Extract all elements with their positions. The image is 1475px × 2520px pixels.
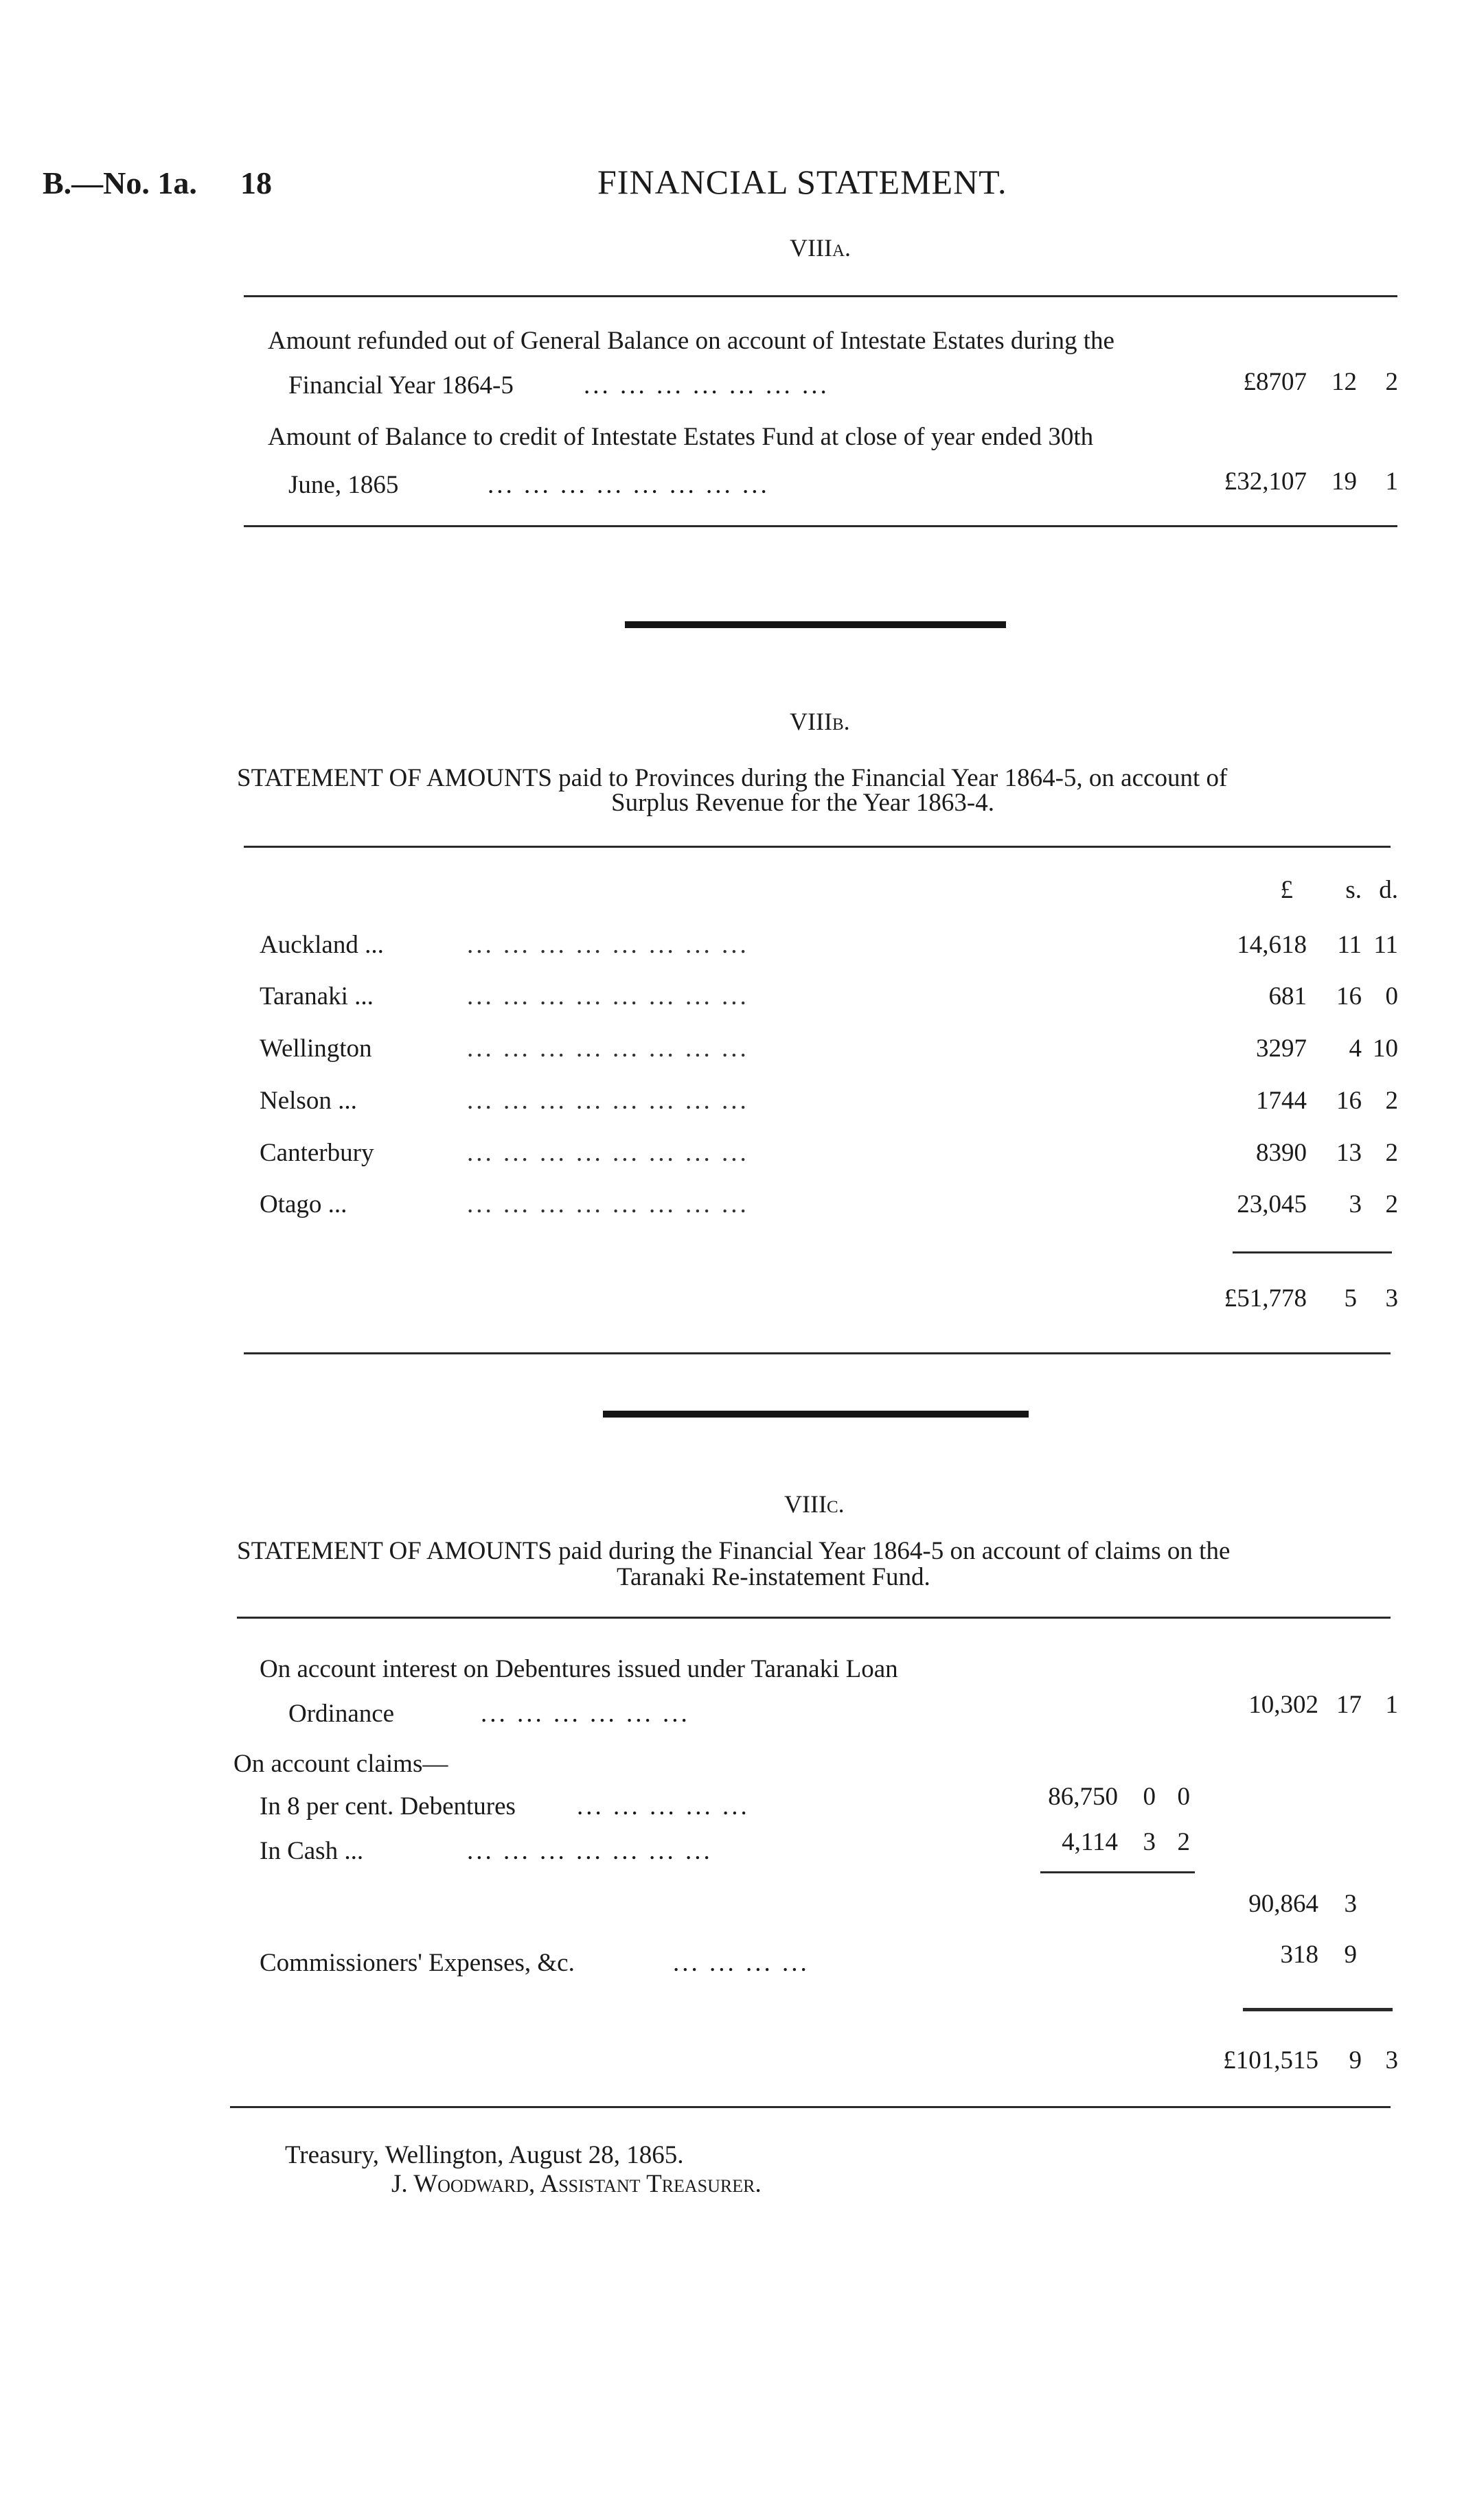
province-row <box>0 1034 1475 1075</box>
section-b-statement-line2: Surplus Revenue for the Year 1863-4. <box>611 789 994 817</box>
province-name: Otago ... <box>260 1190 347 1218</box>
province-pounds: 14,618 <box>1237 931 1307 959</box>
section-a-item1-shillings: 12 <box>1331 368 1357 396</box>
province-pounds: 8390 <box>1256 1139 1307 1167</box>
interest-dots: ... ... ... ... ... ... <box>481 1700 690 1728</box>
province-name: Taranaki ... <box>260 982 374 1010</box>
section-b-heading: VIIIb. <box>790 708 850 735</box>
section-b-statement-line1: STATEMENT OF AMOUNTS paid to Provinces during the Financial Year 1864-5, on account of <box>237 764 1228 792</box>
province-name: Nelson ... <box>260 1087 357 1115</box>
province-name: Canterbury <box>260 1139 374 1167</box>
province-pounds: 681 <box>1268 982 1307 1010</box>
section-divider-2 <box>603 1411 1029 1418</box>
leader-dots: ... ... ... ... ... ... ... ... <box>467 982 749 1010</box>
province-shillings: 3 <box>1349 1190 1362 1218</box>
column-pence-header: d. <box>1379 876 1398 904</box>
province-row <box>0 1086 1475 1127</box>
province-shillings: 13 <box>1336 1139 1362 1167</box>
document-reference: B.—No. 1a. <box>43 165 197 200</box>
section-a-item2-pence: 1 <box>1385 467 1398 496</box>
signature-line: J. Woodward, Assistant Treasurer. <box>391 2170 762 2198</box>
page-title: FINANCIAL STATEMENT. <box>597 163 1007 201</box>
province-shillings: 16 <box>1336 1087 1362 1115</box>
commissioners-shillings: 9 <box>1344 1941 1357 1969</box>
claims-subtotal-shillings: 3 <box>1344 1890 1357 1918</box>
interest-line2: Ordinance <box>288 1700 395 1728</box>
province-row <box>0 982 1475 1023</box>
section-b-total-shillings: 5 <box>1344 1284 1357 1313</box>
section-a-item2-dots: ... ... ... ... ... ... ... ... <box>488 471 770 499</box>
section-b-total-rule <box>1233 1251 1392 1253</box>
cash-shillings: 3 <box>1143 1828 1156 1856</box>
section-c-total-pounds: £101,515 <box>1223 2046 1318 2074</box>
claims-subtotal-rule <box>1040 1871 1195 1873</box>
section-b-top-rule <box>244 846 1391 848</box>
debentures-shillings: 0 <box>1143 1783 1156 1811</box>
column-pounds-header: £ <box>1280 876 1293 904</box>
cash-label: In Cash ... <box>260 1837 364 1865</box>
province-row <box>0 1138 1475 1179</box>
province-shillings: 16 <box>1336 982 1362 1010</box>
cash-pounds: 4,114 <box>1062 1828 1118 1856</box>
column-shillings-header: s. <box>1345 876 1362 904</box>
interest-pounds: 10,302 <box>1248 1691 1318 1719</box>
province-pence: 0 <box>1385 982 1398 1010</box>
leader-dots: ... ... ... ... ... ... ... ... <box>467 931 749 959</box>
section-c-top-rule <box>237 1617 1391 1619</box>
province-row <box>0 1190 1475 1231</box>
claims-heading: On account claims— <box>233 1750 448 1778</box>
page-number: 18 <box>240 165 272 200</box>
interest-shillings: 17 <box>1336 1691 1362 1719</box>
province-pounds: 23,045 <box>1237 1190 1307 1218</box>
leader-dots: ... ... ... ... ... ... ... ... <box>467 1034 749 1063</box>
section-a-item2-line1: Amount of Balance to credit of Intestate Estates Fund at close of year ended 30th <box>268 423 1094 451</box>
province-shillings: 4 <box>1349 1034 1362 1063</box>
section-c-statement-line2: Taranaki Re-instatement Fund. <box>617 1563 930 1591</box>
interest-pence: 1 <box>1385 1691 1398 1719</box>
cash-dots: ... ... ... ... ... ... ... <box>467 1837 713 1865</box>
leader-dots: ... ... ... ... ... ... ... ... <box>467 1087 749 1115</box>
province-row <box>0 930 1475 971</box>
province-shillings: 11 <box>1337 931 1362 959</box>
commissioners-dots: ... ... ... ... <box>673 1949 810 1977</box>
section-c-total-shillings: 9 <box>1349 2046 1362 2074</box>
leader-dots: ... ... ... ... ... ... ... ... <box>467 1139 749 1167</box>
province-pence: 11 <box>1373 931 1398 959</box>
province-name: Wellington <box>260 1034 372 1063</box>
section-a-bottom-rule <box>244 525 1397 527</box>
debentures-dots: ... ... ... ... ... <box>577 1792 750 1820</box>
province-pence: 10 <box>1373 1034 1398 1063</box>
commissioners-pounds: 318 <box>1280 1941 1318 1969</box>
debentures-pounds: 86,750 <box>1048 1783 1118 1811</box>
section-c-total-pence: 3 <box>1385 2046 1398 2074</box>
leader-dots: ... ... ... ... ... ... ... ... <box>467 1190 749 1218</box>
section-c-statement-line1: STATEMENT OF AMOUNTS paid during the Financial Year 1864-5 on account of claims on the <box>237 1537 1231 1565</box>
section-a-item1-line2: Financial Year 1864-5 <box>288 371 514 400</box>
province-name: Auckland ... <box>260 931 384 959</box>
section-a-item1-pounds: £8707 <box>1243 368 1307 396</box>
province-pounds: 3297 <box>1256 1034 1307 1063</box>
section-c-bottom-rule <box>230 2106 1391 2108</box>
section-b-total-pence: 3 <box>1385 1284 1398 1313</box>
section-c-heading: VIIIc. <box>784 1490 845 1518</box>
debentures-label: In 8 per cent. Debentures <box>260 1792 516 1820</box>
cash-pence: 2 <box>1177 1828 1190 1856</box>
section-a-heading: VIIIa. <box>790 234 851 262</box>
section-a-item2-line2: June, 1865 <box>288 471 399 499</box>
commissioners-label: Commissioners' Expenses, &c. <box>260 1949 575 1977</box>
debentures-pence: 0 <box>1177 1783 1190 1811</box>
province-pounds: 1744 <box>1256 1087 1307 1115</box>
section-a-item2-pounds: £32,107 <box>1224 467 1307 496</box>
treasury-place-date: Treasury, Wellington, August 28, 1865. <box>285 2141 684 2169</box>
province-pence: 2 <box>1385 1139 1398 1167</box>
section-b-total-pounds: £51,778 <box>1224 1284 1307 1313</box>
interest-line1: On account interest on Debentures issued under Taranaki Loan <box>260 1655 898 1683</box>
claims-subtotal-pounds: 90,864 <box>1248 1890 1318 1918</box>
province-pence: 2 <box>1385 1087 1398 1115</box>
section-a-item1-pence: 2 <box>1385 368 1398 396</box>
section-a-item1-dots: ... ... ... ... ... ... ... <box>584 371 830 400</box>
section-a-top-rule <box>244 295 1397 297</box>
section-c-total-rule <box>1243 2008 1393 2011</box>
section-a-item2-shillings: 19 <box>1331 467 1357 496</box>
province-pence: 2 <box>1385 1190 1398 1218</box>
section-a-item1-line1: Amount refunded out of General Balance on account of Intestate Estates during the <box>268 327 1114 355</box>
section-b-bottom-rule <box>244 1352 1391 1354</box>
section-divider-1 <box>625 621 1006 628</box>
